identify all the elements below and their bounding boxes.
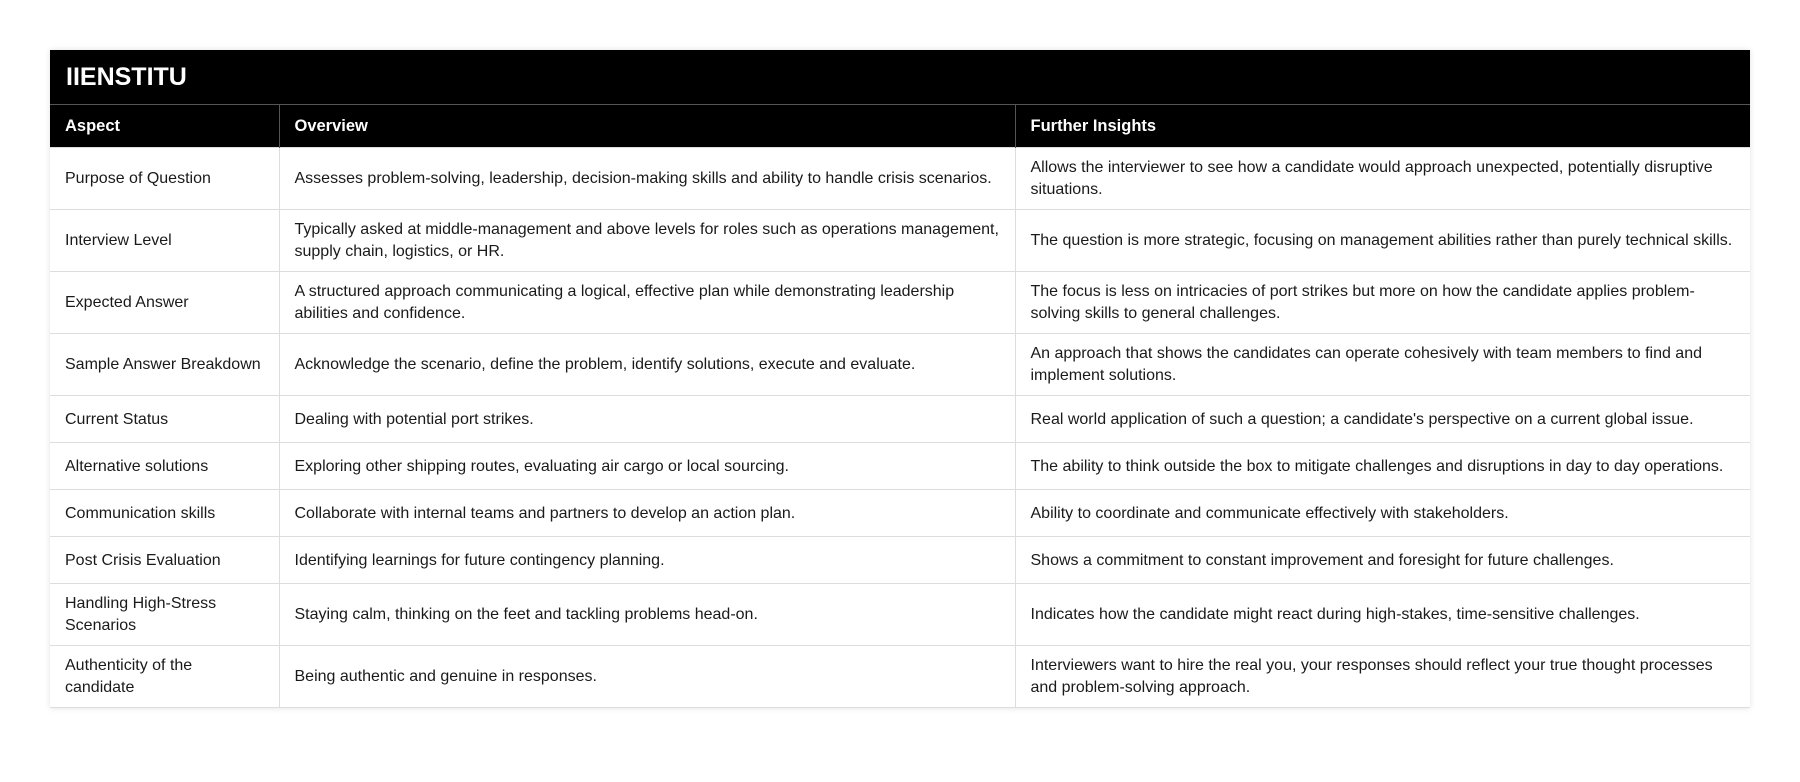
brand-title: IIENSTITU bbox=[50, 50, 1750, 105]
cell-overview: Staying calm, thinking on the feet and tackling problems head-on. bbox=[279, 584, 1015, 646]
cell-insights: The focus is less on intricacies of port strikes but more on how the candidate applies problem-solving skills to general challenges. bbox=[1015, 272, 1750, 334]
cell-insights: Interviewers want to hire the real you, your responses should reflect your true thought processes and problem-solving approach. bbox=[1015, 646, 1750, 708]
table-row bbox=[50, 272, 1750, 334]
cell-insights: An approach that shows the candidates can operate cohesively with team members to find and implement solutions. bbox=[1015, 334, 1750, 396]
cell-overview: Typically asked at middle-management and above levels for roles such as operations management, supply chain, logistics, or HR. bbox=[279, 210, 1015, 272]
table-row bbox=[50, 537, 1750, 584]
table-card bbox=[50, 50, 1750, 708]
cell-overview: Identifying learnings for future contingency planning. bbox=[279, 537, 1015, 584]
cell-aspect: Alternative solutions bbox=[50, 443, 279, 490]
cell-overview: Acknowledge the scenario, define the problem, identify solutions, execute and evaluate. bbox=[279, 334, 1015, 396]
table-row bbox=[50, 334, 1750, 396]
cell-insights: Allows the interviewer to see how a candidate would approach unexpected, potentially disruptive situations. bbox=[1015, 148, 1750, 210]
column-header-further-insights: Further Insights bbox=[1015, 105, 1750, 148]
table-row bbox=[50, 443, 1750, 490]
cell-aspect: Interview Level bbox=[50, 210, 279, 272]
cell-overview: Dealing with potential port strikes. bbox=[279, 396, 1015, 443]
cell-insights: The ability to think outside the box to mitigate challenges and disruptions in day to day operations. bbox=[1015, 443, 1750, 490]
cell-insights: Ability to coordinate and communicate effectively with stakeholders. bbox=[1015, 490, 1750, 537]
cell-aspect: Current Status bbox=[50, 396, 279, 443]
cell-aspect: Purpose of Question bbox=[50, 148, 279, 210]
cell-overview: Being authentic and genuine in responses. bbox=[279, 646, 1015, 708]
cell-insights: The question is more strategic, focusing on management abilities rather than purely technical skills. bbox=[1015, 210, 1750, 272]
cell-aspect: Expected Answer bbox=[50, 272, 279, 334]
table-row bbox=[50, 148, 1750, 210]
cell-insights: Real world application of such a question; a candidate's perspective on a current global issue. bbox=[1015, 396, 1750, 443]
table-header-row bbox=[50, 105, 1750, 148]
comparison-table bbox=[50, 105, 1750, 708]
table-row bbox=[50, 396, 1750, 443]
column-header-aspect: Aspect bbox=[50, 105, 279, 148]
cell-overview: Assesses problem-solving, leadership, decision-making skills and ability to handle crisis scenarios. bbox=[279, 148, 1015, 210]
cell-aspect: Communication skills bbox=[50, 490, 279, 537]
table-row bbox=[50, 584, 1750, 646]
cell-insights: Shows a commitment to constant improvement and foresight for future challenges. bbox=[1015, 537, 1750, 584]
table-row bbox=[50, 490, 1750, 537]
cell-aspect: Post Crisis Evaluation bbox=[50, 537, 279, 584]
cell-overview: Exploring other shipping routes, evaluating air cargo or local sourcing. bbox=[279, 443, 1015, 490]
cell-overview: A structured approach communicating a logical, effective plan while demonstrating leadership abilities and confidence. bbox=[279, 272, 1015, 334]
cell-aspect: Sample Answer Breakdown bbox=[50, 334, 279, 396]
cell-overview: Collaborate with internal teams and partners to develop an action plan. bbox=[279, 490, 1015, 537]
cell-aspect: Handling High-Stress Scenarios bbox=[50, 584, 279, 646]
column-header-overview: Overview bbox=[279, 105, 1015, 148]
cell-insights: Indicates how the candidate might react during high-stakes, time-sensitive challenges. bbox=[1015, 584, 1750, 646]
table-row bbox=[50, 646, 1750, 708]
table-row bbox=[50, 210, 1750, 272]
cell-aspect: Authenticity of the candidate bbox=[50, 646, 279, 708]
